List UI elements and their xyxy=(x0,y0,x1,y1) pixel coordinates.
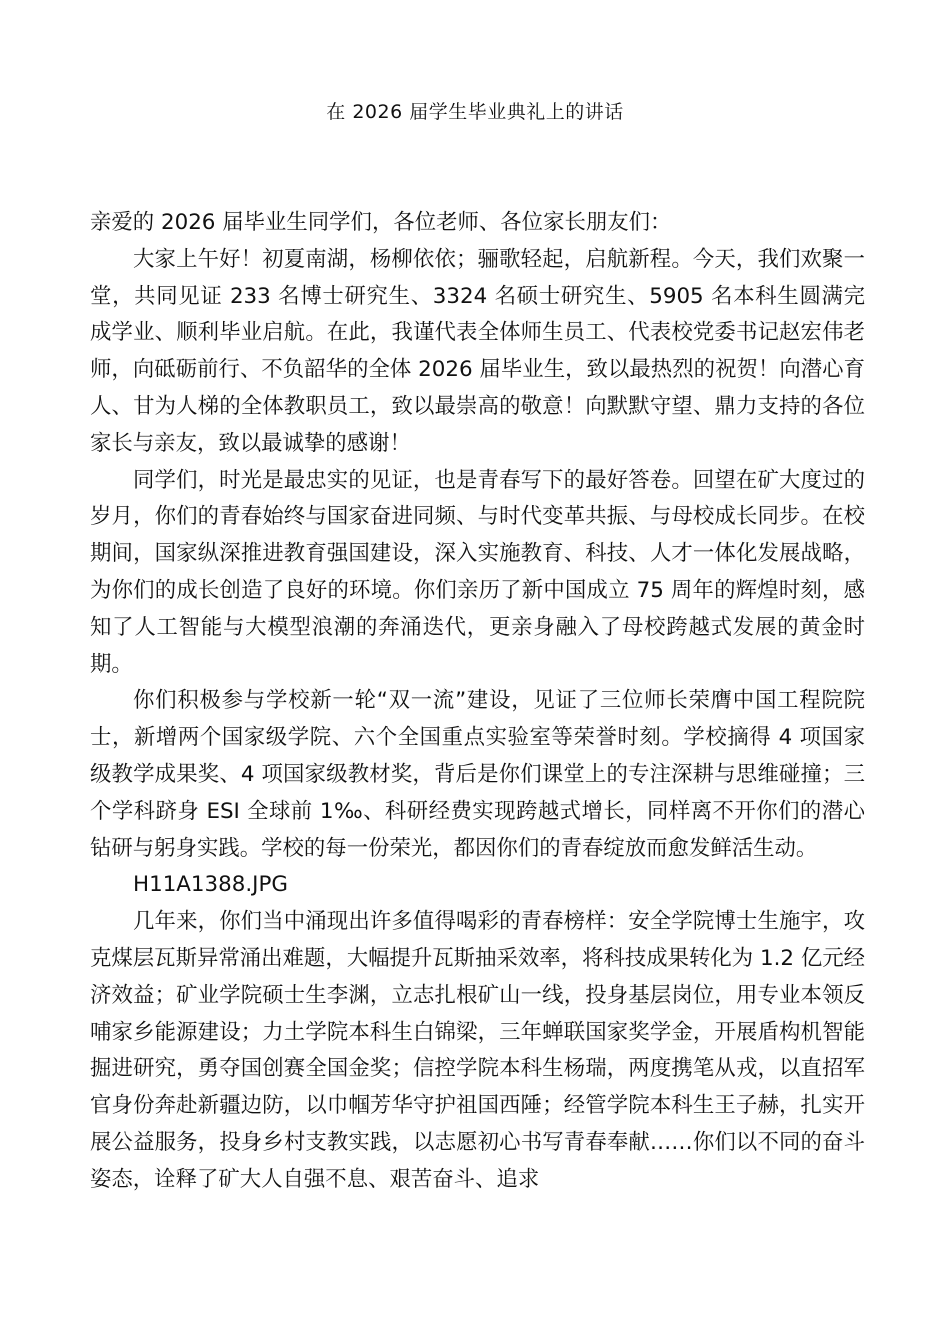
document-title: 在 2026 届学生毕业典礼上的讲话 xyxy=(326,101,624,123)
document-body xyxy=(90,205,865,1199)
paragraph-achievements: 你们积极参与学校新一轮“双一流”建设，见证了三位师长荣膺中国工程院院士，新增两个国家级学院、六个全国重点实验室等荣誉时刻。学校摘得 4 项国家级教学成果奖、4 项国家级教材奖，背后是你们课堂上的专注深耕与思维碰撞；三个学科跻身 ESI 全球前 1‰、科研经费实现跨越式增长，同样离不开你们的潜心钻研与躬身实践。学校的每一份荣光，都因你们的青春绽放而愈发鲜活生动。 xyxy=(90,688,865,861)
paragraph-greeting: 大家上午好！初夏南湖，杨柳依依；骊歌轻起，启航新程。今天，我们欢聚一堂，共同见证 233 名博士研究生、3324 名硕士研究生、5905 名本科生圆满完成学业、顺利毕业启航。在此，我谨代表全体师生员工、代表校党委书记赵宏伟老师，向砥砺前行、不负韶华的全体 2026 届毕业生，致以最热烈的祝贺！向潜心育人、甘为人梯的全体教职员工，致以最崇高的敬意！向默默守望、鼎力支持的各位家长与亲友，致以最诚挚的感谢！ xyxy=(90,246,865,456)
salutation: 亲爱的 2026 届毕业生同学们，各位老师、各位家长朋友们： xyxy=(90,210,672,235)
image-filename: H11A1388.JPG xyxy=(133,872,288,898)
paragraph-role-models: 几年来，你们当中涌现出许多值得喝彩的青春榜样：安全学院博士生施宇，攻克煤层瓦斯异常涌出难题，大幅提升瓦斯抽采效率，将科技成果转化为 1.2 亿元经济效益；矿业学院硕士生李渊，立志扎根矿山一线，投身基层岗位，用专业本领反哺家乡能源建设；力土学院本科生白锦梁，三年蝉联国家奖学金，开展盾构机智能掘进研究，勇夺国创赛全国金奖；信控学院本科生杨瑞，两度携笔从戎，以直招军官身份奔赴新疆边防，以巾帼芳华守护祖国西陲；经管学院本科生王子赫，扎实开展公益服务，投身乡村支教实践，以志愿初心书写青春奉献……你们以不同的奋斗姿态，诠释了矿大人自强不息、艰苦奋斗、追求 xyxy=(90,909,865,1192)
paragraph-reflection: 同学们，时光是最忠实的见证，也是青春写下的最好答卷。回望在矿大度过的岁月，你们的青春始终与国家奋进同频、与时代变革共振、与母校成长同步。在校期间，国家纵深推进教育强国建设，深入实施教育、科技、人才一体化发展战略，为你们的成长创造了良好的环境。你们亲历了新中国成立 75 周年的辉煌时刻，感知了人工智能与大模型浪潮的奔涌迭代，更亲身融入了母校跨越式发展的黄金时期。 xyxy=(90,467,865,677)
